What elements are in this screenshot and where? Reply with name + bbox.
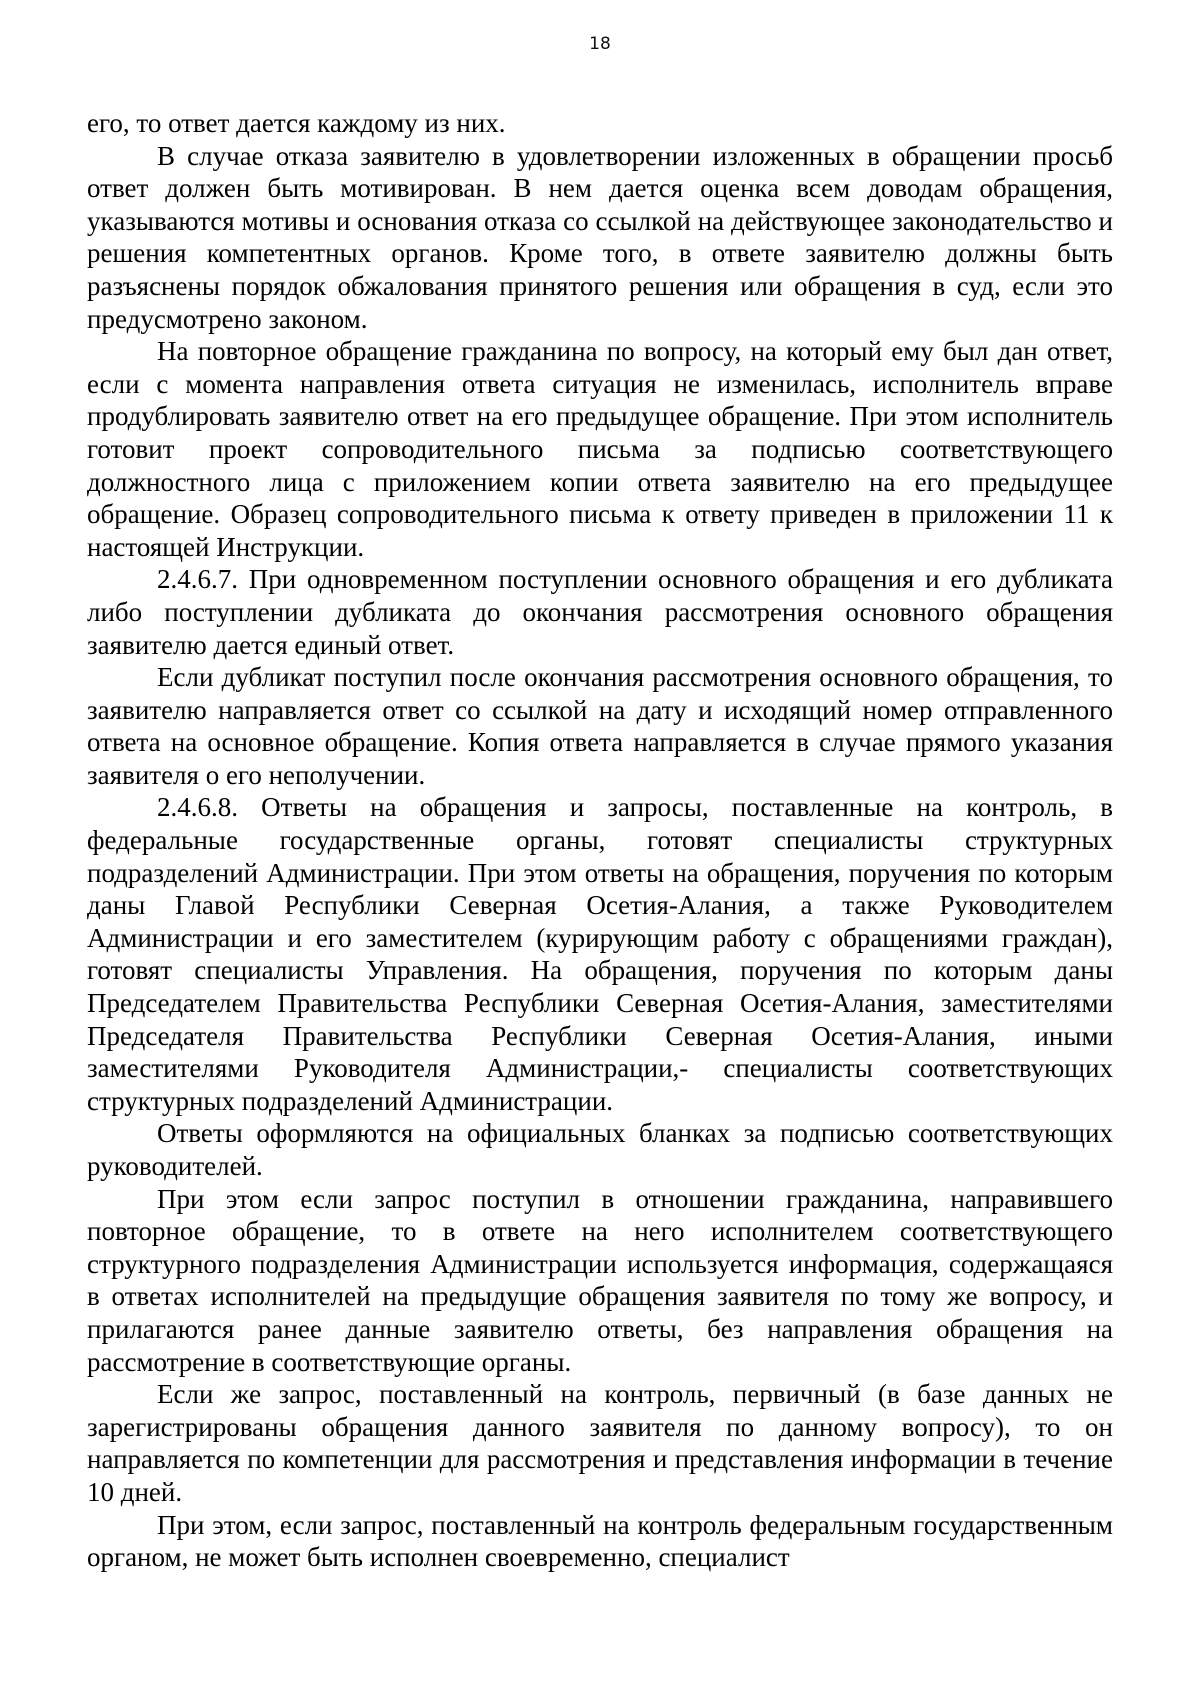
paragraph-continuation: его, то ответ дается каждому из них. — [87, 108, 506, 138]
paragraph: Если же запрос, поставленный на контроль, первичный (в базе данных не зарегистрированы обращения данного заявителя по данному вопросу), то он направляется по компетенции для рассмотрения и представления информации в течение 10 дней. — [87, 1379, 1113, 1507]
paragraph: В случае отказа заявителю в удовлетворении изложенных в обращении просьб ответ должен быть мотивирован. В нем дается оценка всем доводам обращения, указываются мотивы и основания отказа со ссылкой на действующее законодательство и решения компетентных органов. Кроме того, в ответе заявителю должны быть разъяснены порядок обжалования принятого решения или обращения в суд, если это предусмотрено законом. — [87, 140, 1113, 334]
document-body — [87, 107, 1113, 1574]
paragraph: При этом если запрос поступил в отношении гражданина, направившего повторное обращение, то в ответе на него исполнителем соответствующего структурного подразделения Администрации используется информация, содержащаяся в ответах исполнителей на предыдущие обращения заявителя по тому же вопросу, и прилагаются ранее данные заявителю ответы, без направления обращения на рассмотрение в соответствующие органы. — [87, 1183, 1113, 1377]
paragraph: При этом, если запрос, поставленный на контроль федеральным государственным органом, не может быть исполнен своевременно, специалист — [87, 1509, 1113, 1573]
paragraph-2-4-6-8: 2.4.6.8. Ответы на обращения и запросы, поставленные на контроль, в федеральные государственные органы, готовят специалисты структурных подразделений Администрации. При этом ответы на обращения, поручения по которым даны Главой Республики Северная Осетия-Алания, а также Руководителем Администрации и его заместителем (курирующим работу с обращениями граждан), готовят специалисты Управления. На обращения, поручения по которым даны Председателем Правительства Республики Северная Осетия-Алания, заместителями Председателя Правительства Республики Северная Осетия-Алания, иными заместителями Руководителя Администрации,- специалисты соответствующих структурных подразделений Администрации. — [87, 792, 1113, 1116]
page-number: 18 — [589, 34, 611, 54]
paragraph: На повторное обращение гражданина по вопросу, на который ему был дан ответ, если с момента направления ответа ситуация не изменилась, исполнитель вправе продублировать заявителю ответ на его предыдущее обращение. При этом исполнитель готовит проект сопроводительного письма за подписью соответствующего должностного лица с приложением копии ответа заявителю на его предыдущее обращение. Образец сопроводительного письма к ответу приведен в приложении 11 к настоящей Инструкции. — [87, 336, 1113, 562]
paragraph-2-4-6-7: 2.4.6.7. При одновременном поступлении основного обращения и его дубликата либо поступлении дубликата до окончания рассмотрения основного обращения заявителю дается единый ответ. — [87, 564, 1113, 660]
paragraph: Ответы оформляются на официальных бланках за подписью соответствующих руководителей. — [87, 1118, 1113, 1181]
paragraph: Если дубликат поступил после окончания рассмотрения основного обращения, то заявителю направляется ответ со ссылкой на дату и исходящий номер отправленного ответа на основное обращение. Копия ответа направляется в случае прямого указания заявителя о его неполучении. — [87, 662, 1113, 790]
